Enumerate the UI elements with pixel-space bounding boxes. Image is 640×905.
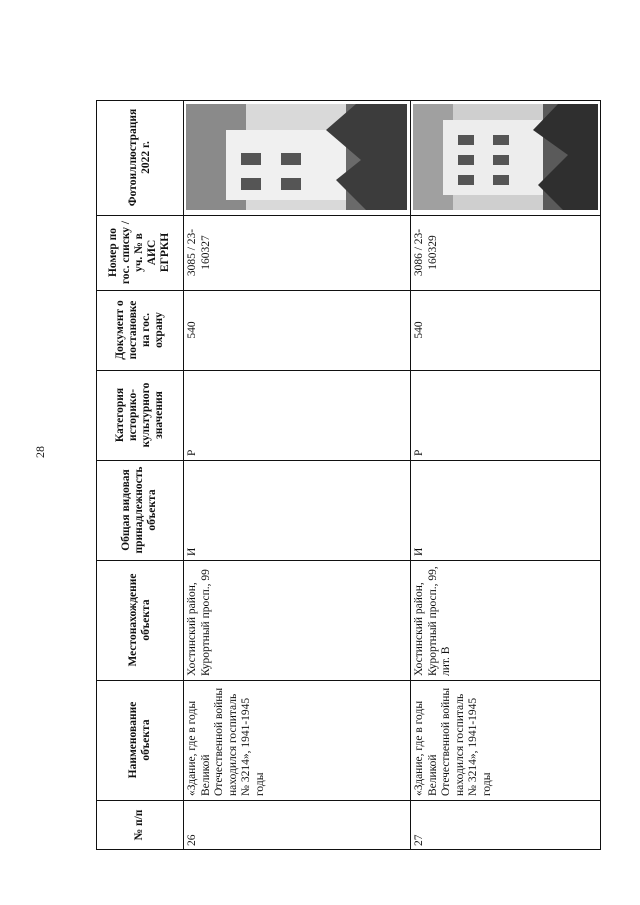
header-num: № п/п <box>133 809 145 841</box>
row-27-location: Хостинский район, Курортный просп., 99, лит. В <box>413 566 452 676</box>
header-document: Документ о постановке на гос. охрану <box>113 300 165 360</box>
row-26-name: «Здание, где в годы Великой Отечественной войны находился госпиталь № 3214», 1941-1945 годы <box>186 687 266 796</box>
header-location: Местонахождение объекта <box>126 573 152 667</box>
header-type: Общая видовая принадлежность объекта <box>120 466 158 554</box>
row-27-num: 27 <box>413 834 425 846</box>
header-name: Наименование объекта <box>126 701 152 779</box>
header-category: Категория историко-культурного значения <box>113 382 165 448</box>
heritage-table <box>96 100 601 850</box>
row-26-category: Р <box>186 449 198 456</box>
row-26-location: Хостинский район, Курортный просп., 99 <box>186 569 212 676</box>
row-27-reg-number: 3086 / 23-160329 <box>413 228 439 277</box>
page-number: 28 <box>33 446 47 458</box>
header-reg-number: Номер по гос. списку /уч. № в АИС ЕГРКН <box>107 220 171 285</box>
row-26-num: 26 <box>186 834 198 846</box>
row-26-document: 540 <box>186 321 198 339</box>
row-27-name: «Здание, где в годы Великой Отечественной войны находился госпиталь № 3214», 1941-1945 годы <box>413 687 493 796</box>
row-26-reg-number: 3085 / 23-160327 <box>186 228 212 277</box>
building-photo-26 <box>186 104 407 210</box>
row-26-photo <box>186 104 407 210</box>
row-27-document: 540 <box>413 321 425 339</box>
row-27-photo <box>413 104 598 210</box>
row-27-category: Р <box>413 449 425 456</box>
header-photo: Фотоиллюстрация 2022 г. <box>126 108 152 207</box>
building-photo-27 <box>413 104 598 210</box>
row-27-type: И <box>413 547 425 556</box>
row-26-type: И <box>186 547 198 556</box>
